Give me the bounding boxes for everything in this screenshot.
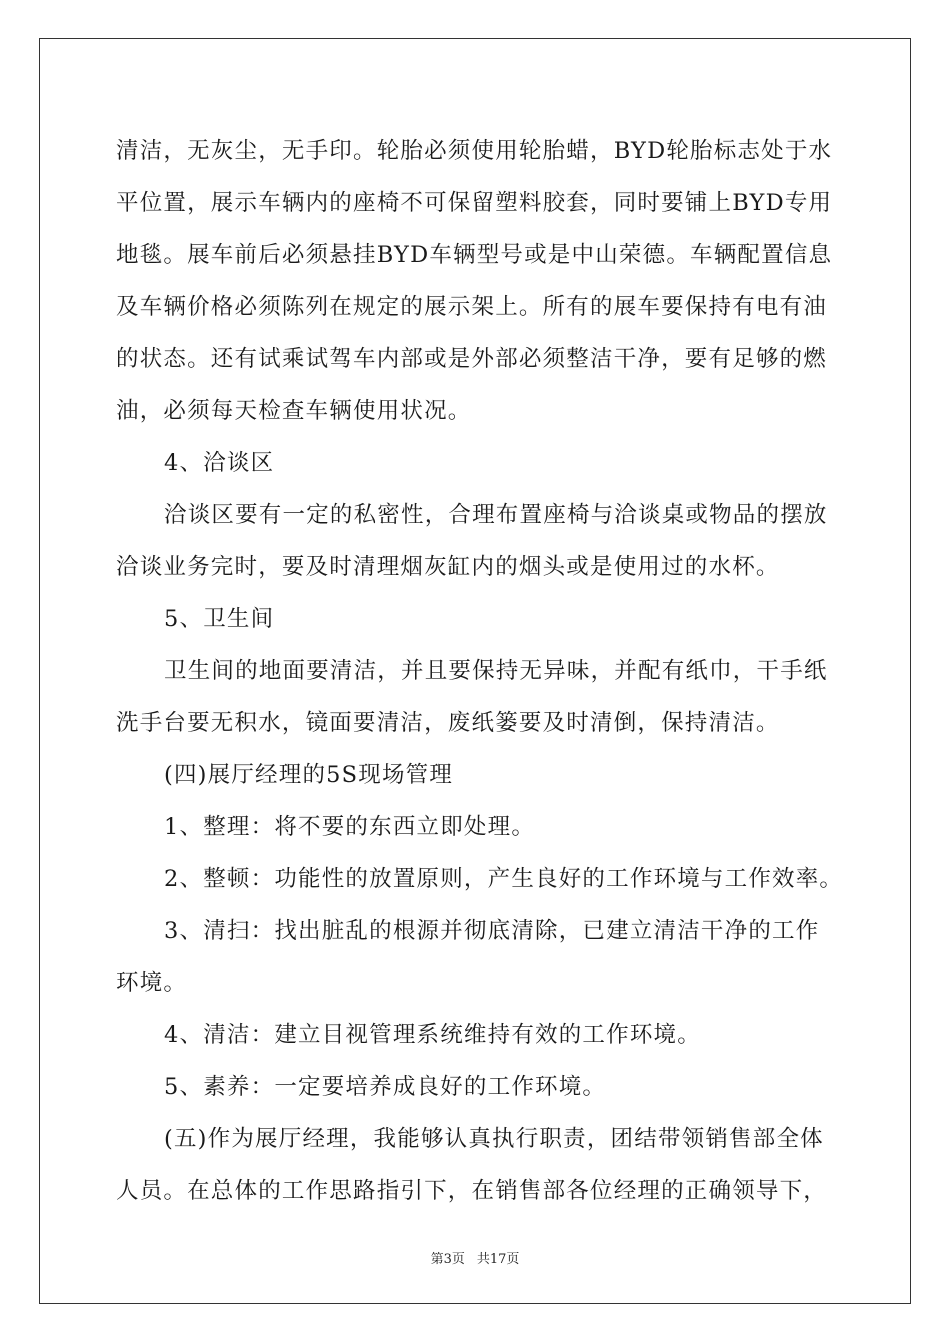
list-item: 2、整顿：功能性的放置原则，产生良好的工作环境与工作效率。 <box>164 866 844 892</box>
paragraph-line: 洽谈区要有一定的私密性，合理布置座椅与洽谈桌或物品的摆放 <box>164 502 828 528</box>
paragraph-line: 及车辆价格必须陈列在规定的展示架上。所有的展车要保持有电有油 <box>116 294 828 320</box>
section-heading: 4、洽谈区 <box>164 450 275 476</box>
page-footer <box>0 1248 950 1267</box>
list-item-continuation: 环境。 <box>116 970 188 996</box>
list-item: 4、清洁：建立目视管理系统维持有效的工作环境。 <box>164 1022 701 1048</box>
section-heading: 5、卫生间 <box>164 606 275 632</box>
page-total: 共17页 <box>476 1252 520 1267</box>
paragraph-line: (五)作为展厅经理，我能够认真执行职责，团结带领销售部全体 <box>164 1126 824 1152</box>
paragraph-line: 人员。在总体的工作思路指引下，在销售部各位经理的正确领导下， <box>116 1178 828 1204</box>
paragraph-line: 洗手台要无积水，镜面要清洁，废纸篓要及时清倒，保持清洁。 <box>116 710 780 736</box>
paragraph-line: 卫生间的地面要清洁，并且要保持无异味，并配有纸巾，干手纸 <box>164 658 828 684</box>
section-heading: (四)展厅经理的5S现场管理 <box>164 762 454 788</box>
page-number: 第3页 <box>430 1252 465 1267</box>
paragraph-line: 地毯。展车前后必须悬挂BYD车辆型号或是中山荣德。车辆配置信息 <box>116 242 833 268</box>
paragraph-line: 清洁，无灰尘，无手印。轮胎必须使用轮胎蜡，BYD轮胎标志处于水 <box>116 138 833 164</box>
paragraph-line: 平位置，展示车辆内的座椅不可保留塑料胶套，同时要铺上BYD专用 <box>116 190 833 216</box>
list-item: 3、清扫：找出脏乱的根源并彻底清除，已建立清洁干净的工作 <box>164 918 820 944</box>
paragraph-line: 的状态。还有试乘试驾车内部或是外部必须整洁干净，要有足够的燃 <box>116 346 828 372</box>
paragraph-line: 油，必须每天检查车辆使用状况。 <box>116 398 472 424</box>
document-body <box>116 125 844 1217</box>
paragraph-line: 洽谈业务完时，要及时清理烟灰缸内的烟头或是使用过的水杯。 <box>116 554 780 580</box>
list-item: 5、素养：一定要培养成良好的工作环境。 <box>164 1074 607 1100</box>
list-item: 1、整理：将不要的东西立即处理。 <box>164 814 536 840</box>
